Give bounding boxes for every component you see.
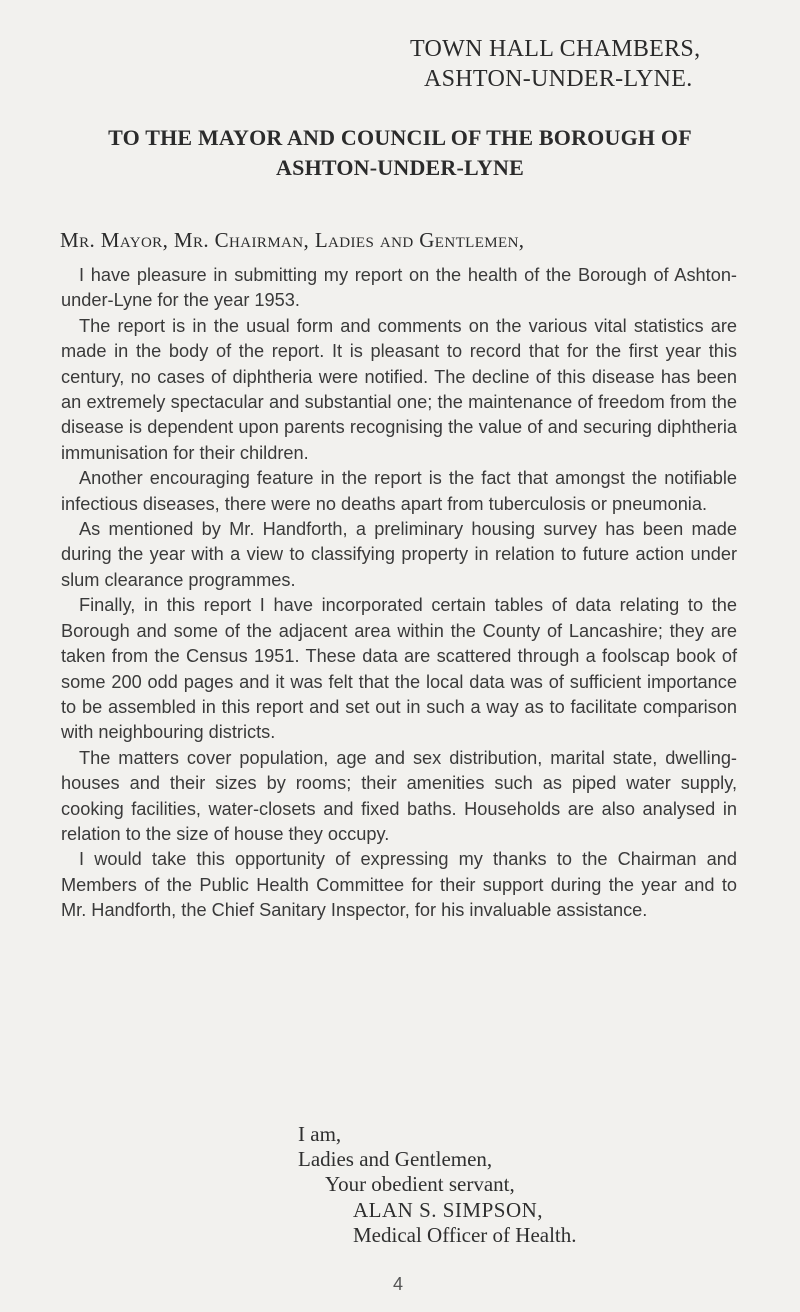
signatory-title: Medical Officer of Health.	[353, 1222, 577, 1247]
heading-line-2: ASHTON-UNDER-LYNE	[276, 155, 524, 180]
letter-body	[61, 263, 737, 924]
closing-i-am: I am,	[298, 1122, 342, 1146]
paragraph-5: Finally, in this report I have incorporated certain tables of data relating to the Borough and some of the adjacent area within the County of Lancashire; they are taken from the Census 1951. These data are scattered through a foolscap book of some 200 odd pages and it was felt that the local data was of sufficient importance to be assembled in this report and set out in such a way as to facilitate comparison with neighbouring districts.	[61, 595, 737, 743]
address-line-2: ASHTON-UNDER-LYNE.	[424, 66, 693, 92]
paragraph-1: I have pleasure in submitting my report on the health of the Borough of Ashton-under-Lyne for the year 1953.	[61, 265, 737, 311]
paragraph-3: Another encouraging feature in the report is the fact that amongst the notifiable infectious diseases, there were no deaths apart from tuberculosis or pneumonia.	[61, 468, 737, 514]
paragraph-7: I would take this opportunity of expressing my thanks to the Chairman and Members of the Public Health Committee for their support during the year and to Mr. Handforth, the Chief Sanitary Inspector, for his invaluable assistance.	[61, 849, 737, 921]
closing-valediction: Your obedient servant,	[325, 1172, 515, 1197]
closing-addressees: Ladies and Gentlemen,	[298, 1147, 493, 1172]
letter-heading	[40, 123, 760, 183]
paragraph-4: As mentioned by Mr. Handforth, a preliminary housing survey has been made during the year with a view to classifying property in relation to future action under slum clearance programmes.	[61, 519, 737, 590]
signatory-name: ALAN S. SIMPSON,	[353, 1197, 544, 1222]
page-number: 4	[393, 1274, 404, 1294]
sender-address	[410, 34, 700, 94]
heading-line-1: TO THE MAYOR AND COUNCIL OF THE BOROUGH OF	[108, 125, 692, 150]
paragraph-2: The report is in the usual form and comments on the various vital statistics are made in the body of the report. It is pleasant to record that for the first year this century, no cases of diphtheria were notified. The decline of this disease has been an extremely spectacular and substantial one; the maintenance of freedom from the disease is dependent upon parents recognising the value of and securing diphtheria immunisation for their children.	[61, 315, 737, 463]
salutation: Mr. Mayor, Mr. Chairman, Ladies and Gentlemen,	[60, 228, 525, 252]
paragraph-6: The matters cover population, age and sex distribution, marital state, dwelling-houses and their sizes by rooms; their amenities such as piped water supply, cooking facilities, water-closets and fixed baths. Households are also analysed in relation to the size of house they occupy.	[61, 747, 737, 844]
letter-closing	[0, 1122, 800, 1248]
address-line-1: TOWN HALL CHAMBERS,	[410, 36, 701, 62]
